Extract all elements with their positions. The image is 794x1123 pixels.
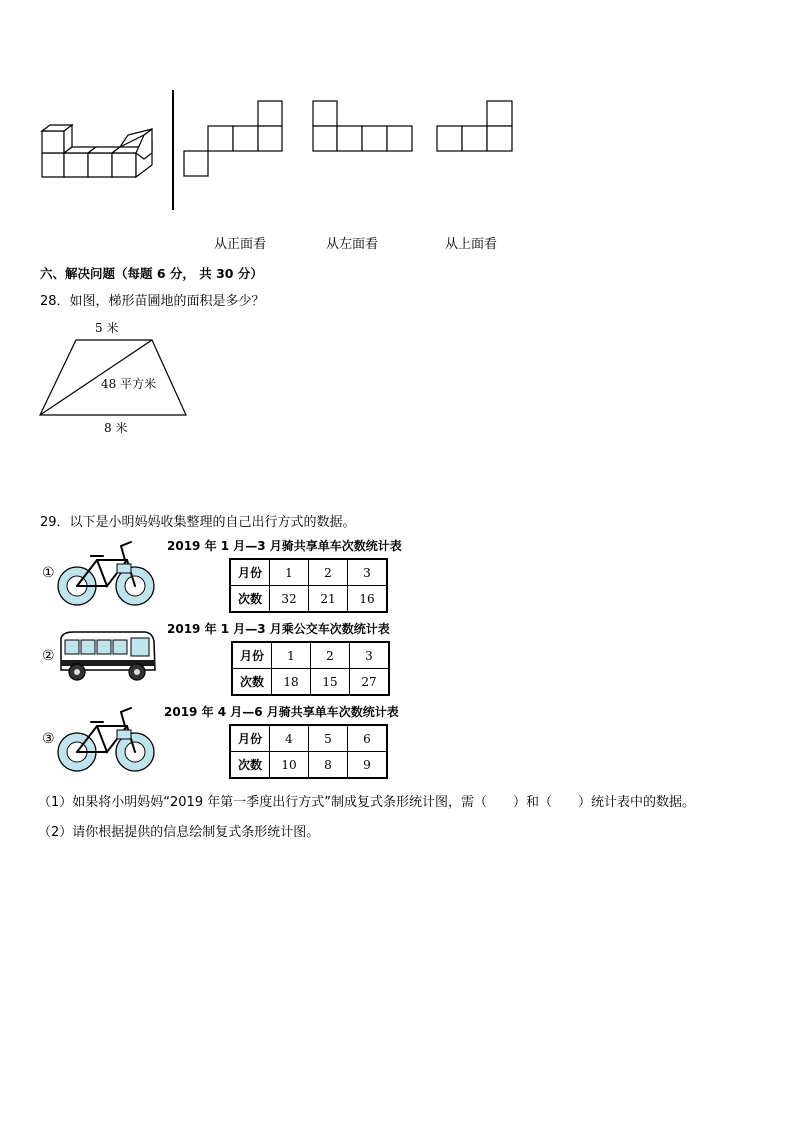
table-cell: 2 — [309, 559, 348, 586]
row-label-count: 次数 — [230, 586, 270, 613]
front-view-label: 从正面看 — [214, 237, 267, 252]
table-cell: 32 — [270, 586, 309, 613]
table-cell: 6 — [348, 725, 388, 752]
question-29-text: 29．以下是小明妈妈收集整理的自己出行方式的数据。 — [40, 515, 356, 530]
table-row — [230, 725, 387, 752]
table-cell: 10 — [270, 752, 309, 779]
bicycle-icon — [57, 704, 157, 774]
trapezoid-area-label: 48 平方米 — [101, 377, 157, 391]
table-cell: 1 — [270, 559, 309, 586]
table-cell: 21 — [309, 586, 348, 613]
table-cell: 18 — [272, 669, 311, 696]
row-label-month: 月份 — [230, 559, 270, 586]
marker-3: ③ — [42, 731, 55, 747]
section-heading: 六、解决问题（每题 6 分， 共 30 分） — [40, 266, 263, 281]
bus-icon — [57, 630, 157, 685]
stats-table-1 — [229, 558, 388, 613]
table-2-title: 2019 年 1 月—3 月乘公交车次数统计表 — [167, 622, 390, 636]
top-view-label: 从上面看 — [445, 237, 498, 252]
trapezoid-top-label: 5 米 — [95, 321, 119, 335]
table-row — [230, 752, 387, 779]
table-row — [232, 669, 389, 696]
table-row — [232, 642, 389, 669]
table-cell: 3 — [348, 559, 388, 586]
table-cell: 2 — [311, 642, 350, 669]
stats-table-2 — [231, 641, 390, 696]
table-cell: 8 — [309, 752, 348, 779]
row-label-count: 次数 — [230, 752, 270, 779]
left-view-figure — [312, 100, 414, 152]
table-cell: 5 — [309, 725, 348, 752]
table-cell: 4 — [270, 725, 309, 752]
table-row — [230, 586, 387, 613]
marker-1: ① — [42, 565, 55, 581]
left-view-label: 从左面看 — [326, 237, 379, 252]
top-view-figure — [436, 100, 514, 152]
divider-line — [172, 90, 174, 210]
table-cell: 27 — [350, 669, 390, 696]
table-cell: 3 — [350, 642, 390, 669]
table-cell: 15 — [311, 669, 350, 696]
trapezoid-bottom-label: 8 米 — [104, 421, 128, 435]
row-label-month: 月份 — [230, 725, 270, 752]
table-row — [230, 559, 387, 586]
question-29-sub2: （2）请你根据提供的信息绘制复式条形统计图。 — [38, 825, 320, 840]
question-28-text: 28．如图，梯形苗圃地的面积是多少？ — [40, 294, 265, 309]
row-label-month: 月份 — [232, 642, 272, 669]
front-view-figure — [183, 100, 283, 177]
cube-stack-figure — [40, 125, 155, 180]
marker-2: ② — [42, 648, 55, 664]
stats-table-3 — [229, 724, 388, 779]
table-3-title: 2019 年 4 月—6 月骑共享单车次数统计表 — [164, 705, 399, 719]
table-cell: 9 — [348, 752, 388, 779]
row-label-count: 次数 — [232, 669, 272, 696]
question-29-sub1: （1）如果将小明妈妈“2019 年第一季度出行方式”制成复式条形统计图，需（ ）和（ ）统计表中的数据。 — [38, 795, 695, 810]
table-cell: 1 — [272, 642, 311, 669]
table-cell: 16 — [348, 586, 388, 613]
table-1-title: 2019 年 1 月—3 月骑共享单车次数统计表 — [167, 539, 402, 553]
bicycle-icon — [57, 538, 157, 608]
